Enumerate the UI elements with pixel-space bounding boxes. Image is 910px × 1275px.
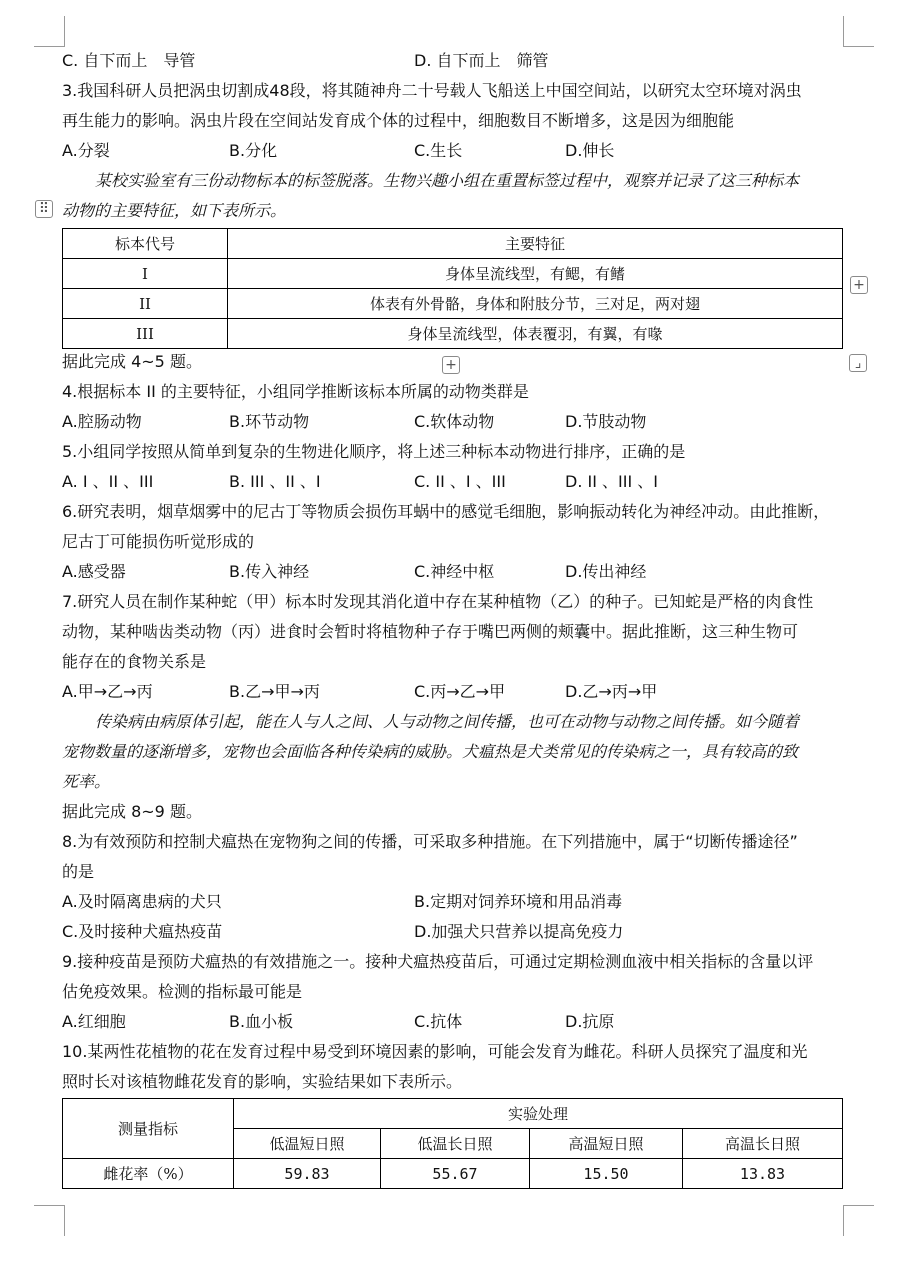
- q6-option-d: D.传出神经: [565, 562, 647, 581]
- instruction-8-9: 据此完成 8~9 题。: [62, 802, 202, 821]
- option-c: C. 自下而上 导管: [62, 51, 196, 70]
- table-header-features: 主要特征: [228, 229, 843, 259]
- crop-mark-top-left: [34, 16, 65, 47]
- specimen-code: III: [63, 319, 228, 349]
- q8-option-a: A.及时隔离患病的犬只: [62, 892, 222, 911]
- q6-option-c: C.神经中枢: [414, 562, 495, 581]
- table-col-low-temp-short-day: 低温短日照: [234, 1129, 381, 1159]
- q6-option-a: A.感受器: [62, 562, 126, 581]
- specimen-table: [62, 228, 843, 349]
- specimen-features: 身体呈流线型，体表覆羽，有翼，有喙: [228, 319, 843, 349]
- question-3-line-2: 再生能力的影响。涡虫片段在空间站发育成个体的过程中，细胞数目不断增多，这是因为细胞能: [62, 111, 735, 130]
- question-3-line-1: 3.我国科研人员把涡虫切割成48段，将其随神舟二十号载人飞船送上中国空间站，以研究太空环境对涡虫: [62, 81, 802, 100]
- q9-option-c: C.抗体: [414, 1012, 463, 1031]
- specimen-code: I: [63, 259, 228, 289]
- q3-option-b: B.分化: [229, 141, 278, 160]
- table-move-handle-icon[interactable]: ⠿: [35, 200, 53, 218]
- q3-option-a: A.分裂: [62, 141, 110, 160]
- add-column-plus-icon[interactable]: +: [850, 276, 868, 294]
- value-cell: 15.50: [530, 1159, 683, 1189]
- question-8-line-1: 8.为有效预防和控制犬瘟热在宠物狗之间的传播，可采取多种措施。在下列措施中，属于“切断传播途径”: [62, 832, 798, 851]
- q7-option-a: A.甲→乙→丙: [62, 682, 153, 701]
- question-4: 4.根据标本 II 的主要特征，小组同学推断该标本所属的动物类群是: [62, 382, 529, 401]
- option-d: D. 自下而上 筛管: [414, 51, 549, 70]
- specimen-code: II: [63, 289, 228, 319]
- crop-mark-bottom-left: [34, 1205, 65, 1236]
- question-6-line-2: 尼古丁可能损伤听觉形成的: [62, 532, 255, 551]
- add-row-plus-icon[interactable]: +: [442, 356, 460, 374]
- q4-option-b: B.环节动物: [229, 412, 310, 431]
- table-row: [63, 319, 843, 349]
- specimen-features: 体表有外骨骼，身体和附肢分节，三对足，两对翅: [228, 289, 843, 319]
- passage-1-line-1: 某校实验室有三份动物标本的标签脱落。生物兴趣小组在重置标签过程中，观察并记录了这三种标本: [95, 171, 800, 190]
- table-row: [63, 259, 843, 289]
- crop-mark-bottom-right: [843, 1205, 874, 1236]
- table-header-treatment: 实验处理: [234, 1099, 843, 1129]
- table-header-code: 标本代号: [63, 229, 228, 259]
- instruction-4-5: 据此完成 4~5 题。: [62, 352, 202, 371]
- question-10-line-1: 10.某两性花植物的花在发育过程中易受到环境因素的影响，可能会发育为雌花。科研人员探究了温度和光: [62, 1042, 808, 1061]
- q4-option-a: A.腔肠动物: [62, 412, 142, 431]
- q3-option-c: C.生长: [414, 141, 463, 160]
- question-9-line-1: 9.接种疫苗是预防犬瘟热的有效措施之一。接种犬瘟热疫苗后，可通过定期检测血液中相关指标的含量以评: [62, 952, 814, 971]
- table-col-low-temp-long-day: 低温长日照: [381, 1129, 530, 1159]
- table-row: [63, 1159, 843, 1189]
- passage-2-line-3: 死率。: [62, 772, 111, 791]
- table-row: [63, 289, 843, 319]
- q8-option-b: B.定期对饲养环境和用品消毒: [414, 892, 623, 911]
- table-header-measure: 测量指标: [63, 1099, 234, 1159]
- crop-mark-top-right: [843, 16, 874, 47]
- value-cell: 55.67: [381, 1159, 530, 1189]
- passage-1-line-2: 动物的主要特征，如下表所示。: [62, 201, 287, 220]
- passage-2-line-1: 传染病由病原体引起，能在人与人之间、人与动物之间传播，也可在动物与动物之间传播。如今随着: [95, 712, 800, 731]
- table-col-high-temp-short-day: 高温短日照: [530, 1129, 683, 1159]
- question-10-line-2: 照时长对该植物雌花发育的影响，实验结果如下表所示。: [62, 1072, 463, 1091]
- results-table: [62, 1098, 843, 1189]
- q5-option-c: C. II 、I 、III: [414, 472, 506, 491]
- q8-option-d: D.加强犬只营养以提高免疫力: [414, 922, 624, 941]
- q4-option-d: D.节肢动物: [565, 412, 647, 431]
- row-label-female-rate: 雌花率（%）: [63, 1159, 234, 1189]
- value-cell: 59.83: [234, 1159, 381, 1189]
- q7-option-d: D.乙→丙→甲: [565, 682, 658, 701]
- q9-option-a: A.红细胞: [62, 1012, 126, 1031]
- question-7-line-3: 能存在的食物关系是: [62, 652, 207, 671]
- question-8-line-2: 的是: [62, 862, 95, 881]
- question-9-line-2: 估免疫效果。检测的指标最可能是: [62, 982, 303, 1001]
- question-5: 5.小组同学按照从简单到复杂的生物进化顺序，将上述三种标本动物进行排序，正确的是: [62, 442, 686, 461]
- q7-option-c: C.丙→乙→甲: [414, 682, 506, 701]
- q4-option-c: C.软体动物: [414, 412, 495, 431]
- q3-option-d: D.伸长: [565, 141, 615, 160]
- q5-option-b: B. III 、II 、I: [229, 472, 321, 491]
- question-6-line-1: 6.研究表明，烟草烟雾中的尼古丁等物质会损伤耳蜗中的感觉毛细胞，影响振动转化为神经冲动。由此推断，: [62, 502, 830, 521]
- table-resize-icon[interactable]: ⌟: [849, 354, 867, 372]
- q5-option-a: A. I 、II 、III: [62, 472, 154, 491]
- question-7-line-2: 动物，某种啮齿类动物（丙）进食时会暂时将植物种子存于嘴巴两侧的颊囊中。据此推断，这三种生物可: [62, 622, 799, 641]
- q9-option-b: B.血小板: [229, 1012, 294, 1031]
- question-7-line-1: 7.研究人员在制作某种蛇（甲）标本时发现其消化道中存在某种植物（乙）的种子。已知蛇是严格的肉食性: [62, 592, 814, 611]
- q8-option-c: C.及时接种犬瘟热疫苗: [62, 922, 223, 941]
- q5-option-d: D. II 、III 、I: [565, 472, 658, 491]
- q7-option-b: B.乙→甲→丙: [229, 682, 320, 701]
- passage-2-line-2: 宠物数量的逐渐增多，宠物也会面临各种传染病的威胁。犬瘟热是犬类常见的传染病之一，具有较高的致: [62, 742, 799, 761]
- q6-option-b: B.传入神经: [229, 562, 310, 581]
- table-col-high-temp-long-day: 高温长日照: [683, 1129, 843, 1159]
- specimen-features: 身体呈流线型，有鳃，有鳍: [228, 259, 843, 289]
- q9-option-d: D.抗原: [565, 1012, 615, 1031]
- value-cell: 13.83: [683, 1159, 843, 1189]
